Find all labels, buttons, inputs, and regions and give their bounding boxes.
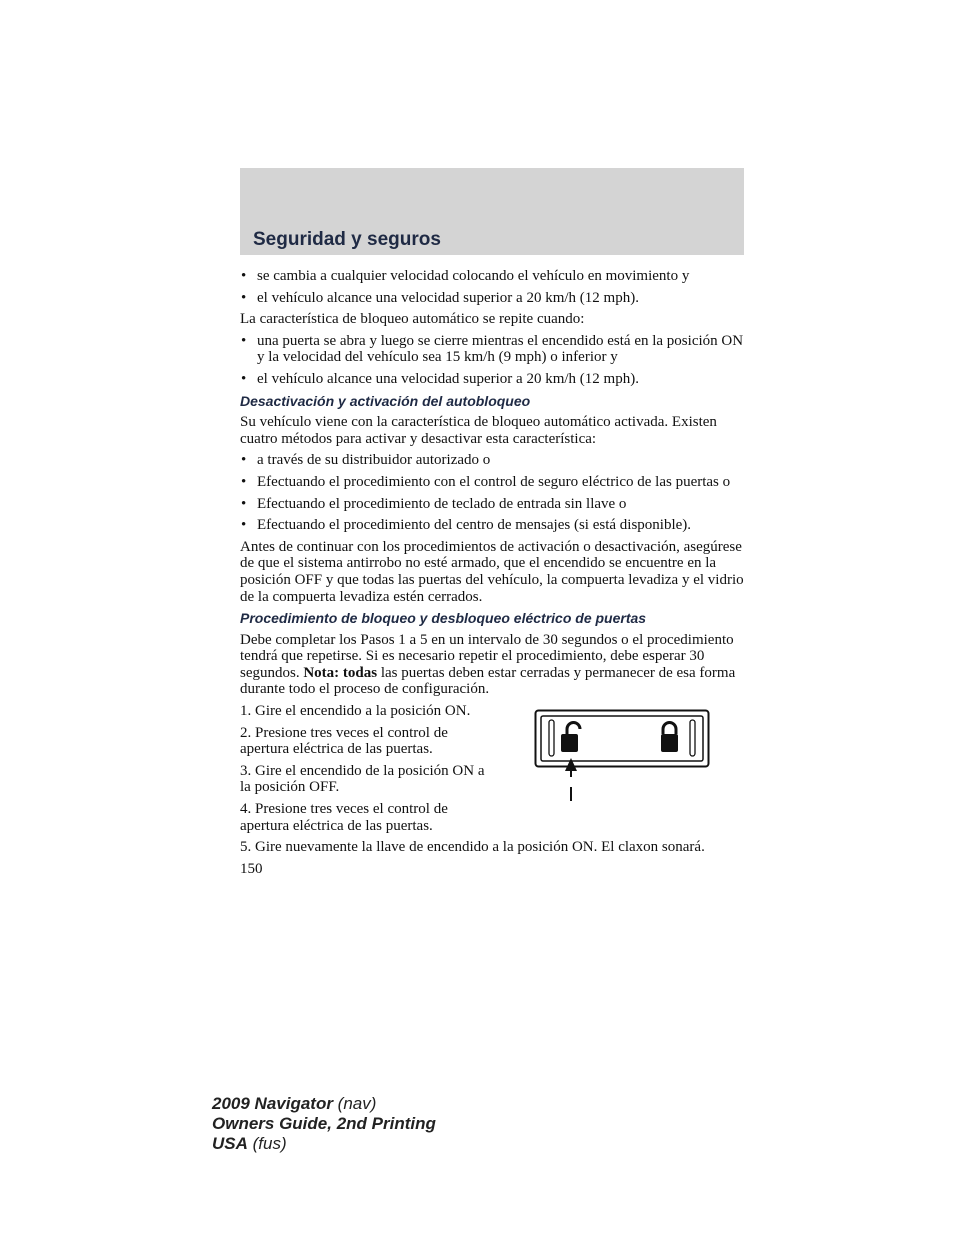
footer-line bbox=[212, 1094, 436, 1114]
bullet-list-conditions bbox=[240, 268, 744, 306]
list-item: • el vehículo alcance una velocidad superior a 20 km/h (12 mph). bbox=[240, 290, 744, 307]
paragraph: La característica de bloqueo automático se repite cuando: bbox=[240, 311, 585, 328]
subheading-power-lock-procedure: Procedimiento de bloqueo y desbloqueo eléctrico de puertas bbox=[240, 610, 647, 627]
bullet-list-methods bbox=[240, 452, 744, 533]
list-item: • una puerta se abra y luego se cierre mientras el encendido está en la posición ON y la velocidad del vehículo sea 15 km/h (9 mph) o inferior y bbox=[240, 333, 744, 366]
note-label: Nota: todas bbox=[303, 664, 378, 681]
steps-section bbox=[240, 703, 744, 834]
footer-region-code: (fus) bbox=[247, 1134, 287, 1153]
step-item: 4. Presione tres veces el control de apertura eléctrica de las puertas. bbox=[240, 801, 448, 834]
paragraph bbox=[240, 632, 744, 698]
paragraph: Antes de continuar con los procedimientos de activación o desactivación, asegúrese de que el sistema antirrobo no esté armado, que el encendido se encuentre en la posición OFF y que todas las puertas del vehículo, la compuerta levadiza y el vidrio de la compuerta levadiza estén cerrados. bbox=[240, 538, 744, 605]
list-item: • Efectuando el procedimiento de teclado de entrada sin llave o bbox=[240, 496, 744, 513]
step-item: 1. Gire el encendido a la posición ON. bbox=[240, 703, 471, 720]
steps-list bbox=[240, 703, 490, 834]
footer-line bbox=[212, 1114, 436, 1134]
step-item: 2. Presione tres veces el control de apertura eléctrica de las puertas. bbox=[240, 724, 448, 758]
footer-region: USA bbox=[212, 1134, 248, 1153]
list-item: • Efectuando el procedimiento con el control de seguro eléctrico de las puertas o bbox=[240, 474, 744, 491]
step-item: 3. Gire el encendido de la posición ON a la posición OFF. bbox=[240, 762, 485, 796]
footer-line bbox=[212, 1134, 436, 1154]
paragraph-text: las puertas deben estar cerradas y permanecer de esa forma durante todo el proceso de configuración. bbox=[240, 664, 736, 698]
list-item: • el vehículo alcance una velocidad superior a 20 km/h (12 mph). bbox=[240, 371, 744, 388]
page-number: 150 bbox=[240, 860, 263, 877]
paragraph-text: Debe completar los Pasos 1 a 5 en un intervalo de 30 segundos o el procedimiento tendrá que repetirse. Si es necesario repetir el procedimiento, debe esperar 30 segundos. bbox=[240, 631, 734, 681]
section-header-band bbox=[240, 168, 744, 255]
footer-edition: Owners Guide, 2nd Printing bbox=[212, 1114, 436, 1133]
list-item: • a través de su distribuidor autorizado o bbox=[240, 452, 744, 469]
footer-model: 2009 Navigator bbox=[212, 1094, 333, 1113]
paragraph: Su vehículo viene con la característica de bloqueo automático activada. Existen cuatro métodos para activar y desactivar esta característica: bbox=[240, 414, 717, 447]
footer-model-code: (nav) bbox=[332, 1094, 377, 1113]
document-footer bbox=[212, 1094, 436, 1154]
list-item: • se cambia a cualquier velocidad colocando el vehículo en movimiento y bbox=[240, 268, 744, 285]
section-title: Seguridad y seguros bbox=[253, 229, 441, 250]
power-lock-switch-illustration bbox=[534, 709, 710, 809]
bullet-list-repeat bbox=[240, 333, 744, 388]
list-item: • Efectuando el procedimiento del centro de mensajes (si está disponible). bbox=[240, 517, 744, 534]
page-content bbox=[240, 268, 744, 877]
step-item: 5. Gire nuevamente la llave de encendido a la posición ON. El claxon sonará. bbox=[240, 839, 705, 856]
subheading-autolock: Desactivación y activación del autobloqueo bbox=[240, 392, 531, 409]
